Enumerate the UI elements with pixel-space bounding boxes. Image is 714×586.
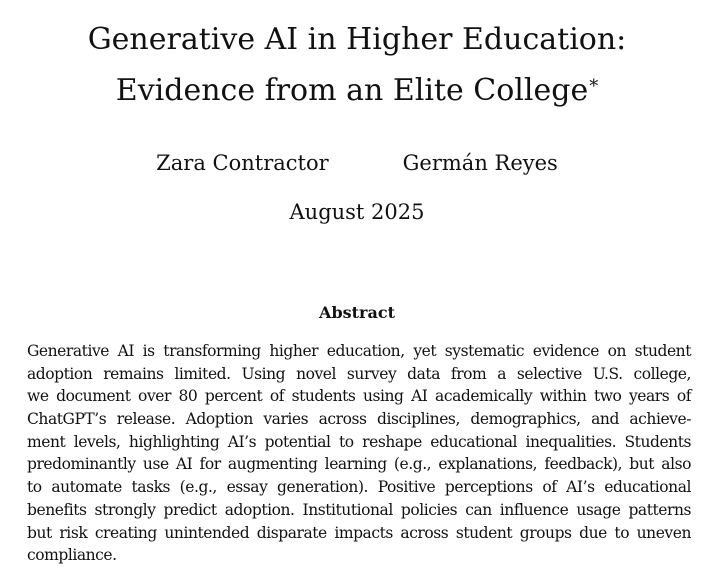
abstract-line: predominantly use AI for augmenting learning (e.g., explanations, feedback), but also [27,455,691,474]
abstract-line: benefits strongly predict adoption. Institutional policies can influence usage patterns [27,500,691,519]
publication-date: August 2025 [289,200,425,224]
abstract-line: adoption remains limited. Using novel survey data from a selective U.S. college, [27,364,691,383]
abstract-line: compliance. [27,546,117,565]
author-name: Zara Contractor [156,151,329,175]
title-footnote-mark: * [589,76,599,97]
abstract-line: ment levels, highlighting AI’s potential to reshape educational inequalities. Students [27,432,691,451]
abstract-line: to automate tasks (e.g., essay generation). Positive perceptions of AI’s educational [27,478,691,497]
abstract-body [27,340,691,567]
title-line-1: Generative AI in Higher Education: [87,22,627,57]
abstract-heading: Abstract [319,303,395,322]
author-list [0,150,714,176]
abstract-line: we document over 80 percent of students using AI academically within two years of [27,387,691,406]
author-name: Germán Reyes [402,151,558,175]
title-line-2 [0,73,714,109]
abstract-line: Generative AI is transforming higher education, yet systematic evidence on student [27,342,691,360]
title-line-2-text: Evidence from an Elite College [115,73,589,108]
abstract-line: but risk creating unintended disparate impacts across student groups due to uneven [27,523,691,542]
abstract-line: ChatGPT’s release. Adoption varies across disciplines, demographics, and achieve- [27,410,691,429]
